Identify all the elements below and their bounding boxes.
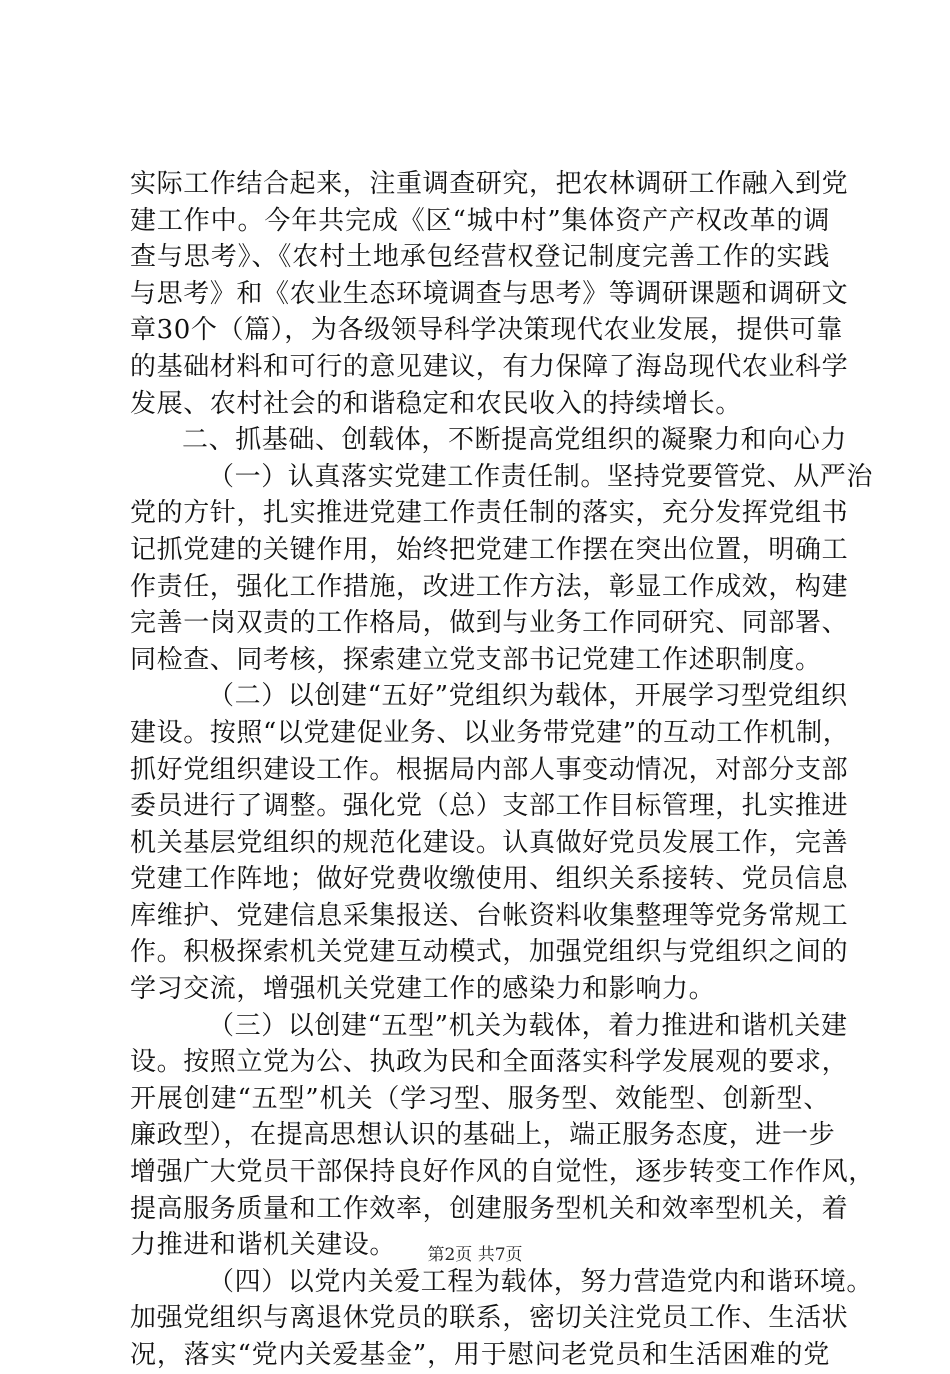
text-line: 党的方针，扎实推进党建工作责任制的落实，充分发挥党组书 xyxy=(130,498,849,529)
text-line: 查与思考》、《农村土地承包经营权登记制度完善工作的实践 xyxy=(130,242,830,273)
text-line: 建工作中。今年共完成《区“城中村”集体资产产权改革的调 xyxy=(130,205,830,236)
text-line: 廉政型），在提高思想认识的基础上，端正服务态度，进一步 xyxy=(130,1120,836,1151)
text-line: 加强党组织与离退休党员的联系，密切关注党员工作、生活状 xyxy=(130,1303,849,1334)
text-line: 学习交流，增强机关党建工作的感染力和影响力。 xyxy=(130,974,716,1005)
text-line: 实际工作结合起来，注重调查研究，把农林调研工作融入到党 xyxy=(130,169,849,199)
text-line: 况，落实“党内关爱基金”，用于慰问老党员和生活困难的党 xyxy=(130,1340,830,1370)
text-line: 发展、农村社会的和谐稳定和农民收入的持续增长。 xyxy=(130,388,742,419)
document-body xyxy=(130,166,875,1374)
text-line: 二、抓基础、创载体，不断提高党组织的凝聚力和向心力 xyxy=(182,425,848,456)
text-line: 完善一岗双责的工作格局，做到与业务工作同研究、同部署、 xyxy=(130,608,849,639)
text-line: 抓好党组织建设工作。根据局内部人事变动情况，对部分支部 xyxy=(130,754,849,785)
text-line: 同检查、同考核，探索建立党支部书记党建工作述职制度。 xyxy=(130,644,822,675)
text-line: 的基础材料和可行的意见建议，有力保障了海岛现代农业科学 xyxy=(130,351,849,382)
text-line: 党建工作阵地；做好党费收缴使用、组织关系接转、党员信息 xyxy=(130,864,849,895)
text-line: 与思考》和《农业生态环境调查与思考》等调研课题和调研文 xyxy=(130,278,849,309)
text-line: （四）以党内关爱工程为载体，努力营造党内和谐环境。 xyxy=(208,1266,874,1297)
text-line: （二）以创建“五好”党组织为载体，开展学习型党组织 xyxy=(208,681,848,712)
text-line: 机关基层党组织的规范化建设。认真做好党员发展工作，完善 xyxy=(130,827,849,858)
text-line: 设。按照立党为公、执政为民和全面落实科学发展观的要求， xyxy=(130,1047,849,1078)
text-line: 建设。按照“以党建促业务、以业务带党建”的互动工作机制， xyxy=(130,717,850,748)
text-line: 提高服务质量和工作效率，创建服务型机关和效率型机关，着 xyxy=(130,1193,849,1224)
text-line: （一）认真落实党建工作责任制。坚持党要管党、从严治 xyxy=(208,461,874,492)
text-line: 委员进行了调整。强化党（总）支部工作目标管理，扎实推进 xyxy=(130,791,849,822)
text-line: 作责任，强化工作措施，改进工作方法，彰显工作成效，构建 xyxy=(130,571,849,602)
text-line: （三）以创建“五型”机关为载体，着力推进和谐机关建 xyxy=(208,1010,848,1041)
text-line: 增强广大党员干部保持良好作风的自觉性，逐步转变工作作风， xyxy=(130,1157,875,1188)
text-line: 记抓党建的关键作用，始终把党建工作摆在突出位置，明确工 xyxy=(130,534,849,565)
text-line: 库维护、党建信息采集报送、台帐资料收集整理等党务常规工 xyxy=(130,900,849,931)
page-footer: 第2页 共7页 xyxy=(427,1245,523,1265)
text-line: 力推进和谐机关建设。 xyxy=(130,1230,397,1261)
text-line: 开展创建“五型”机关（学习型、服务型、效能型、创新型、 xyxy=(130,1083,830,1114)
text-line: 作。积极探索机关党建互动模式，加强党组织与党组织之间的 xyxy=(130,937,849,968)
text-line: 章30个（篇），为各级领导科学决策现代农业发展，提供可靠 xyxy=(130,315,843,346)
